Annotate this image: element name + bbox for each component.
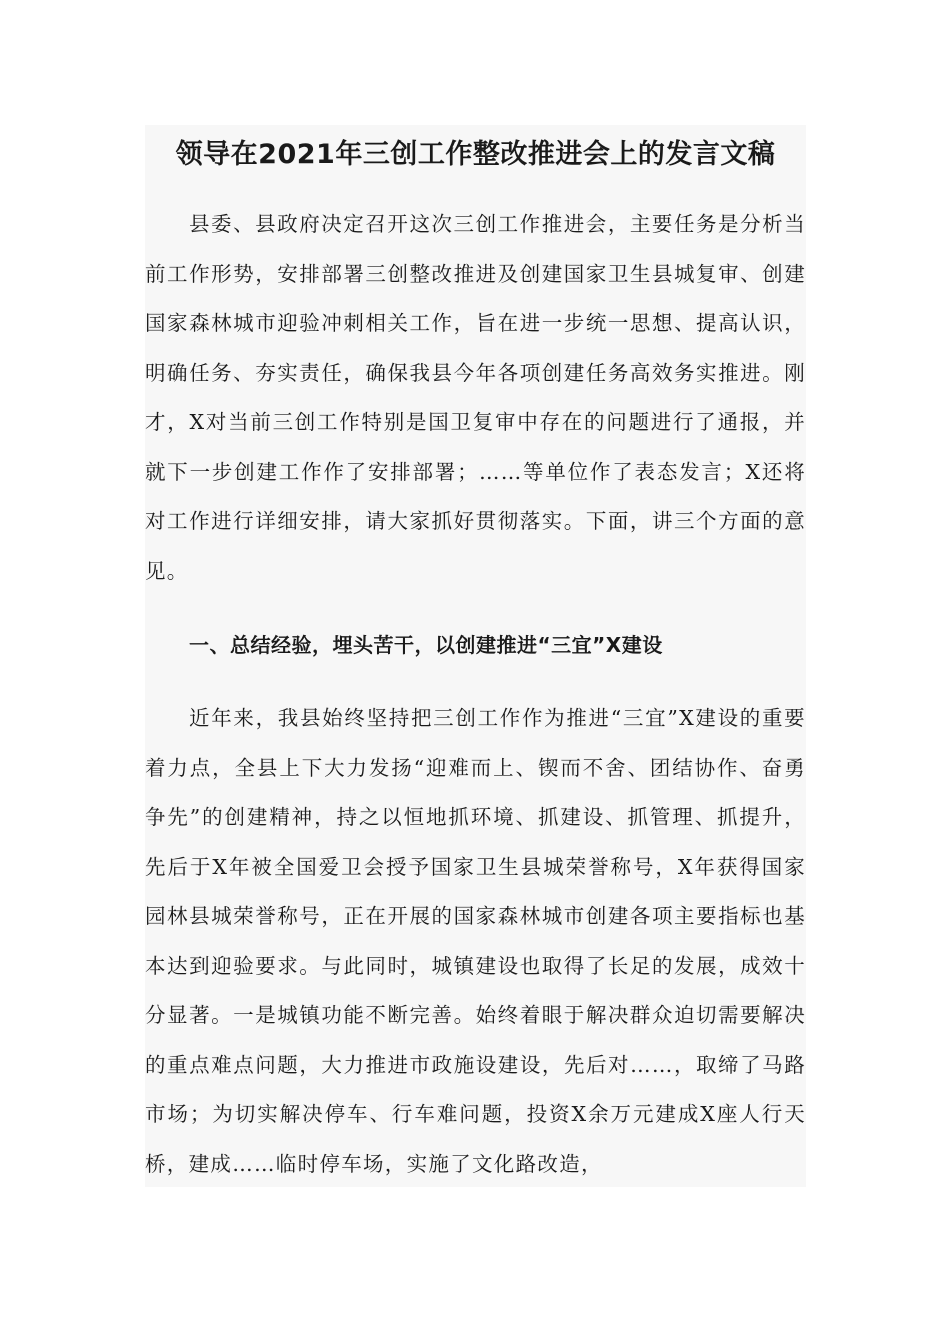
section-heading: 一、总结经验，埋头苦干，以创建推进“三宜”X建设 <box>189 633 663 657</box>
body-paragraph: 近年来，我县始终坚持把三创工作作为推进“三宜”X建设的重要着力点，全县上下大力发扬“迎难而上、锲而不舍、团结协作、奋勇争先”的创建精神，持之以恒地抓环境、抓建设、抓管理、抓提升，先后于X年被全国爱卫会授予国家卫生县城荣誉称号，X年获得国家园林县城荣誉称号，正在开展的国家森林城市创建各项主要指标也基本达到迎验要求。与此同时，城镇建设也取得了长足的发展，成效十分显著。一是城镇功能不断完善。始终着眼于解决群众迫切需要解决的重点难点问题，大力推进市政施设建设，先后对……，取缔了马路市场；为切实解决停车、行车难问题，投资X余万元建成X座人行天桥，建成……临时停车场，实施了文化路改造， <box>145 706 806 1176</box>
intro-paragraph: 县委、县政府决定召开这次三创工作推进会，主要任务是分析当前工作形势，安排部署三创整改推进及创建国家卫生县城复审、创建国家森林城市迎验冲刺相关工作，旨在进一步统一思想、提高认识，明确任务、夯实责任，确保我县今年各项创建任务高效务实推进。刚才，X对当前三创工作特别是国卫复审中存在的问题进行了通报，并就下一步创建工作作了安排部署；……等单位作了表态发言；X还将对工作进行详细安排，请大家抓好贯彻落实。下面，讲三个方面的意见。 <box>145 212 806 583</box>
document-title: 领导在2021年三创工作整改推进会上的发言文稿 <box>175 139 776 170</box>
document-page <box>145 125 806 1187</box>
